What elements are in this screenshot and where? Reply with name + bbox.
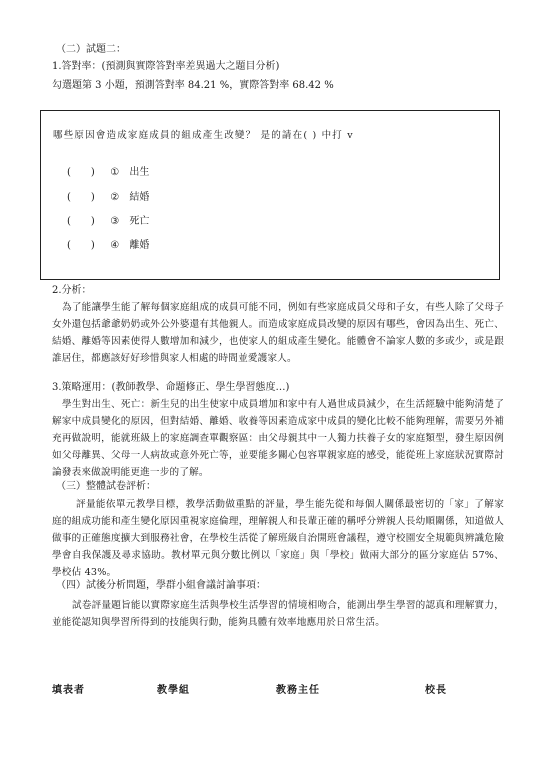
answer-parenthesis: ( ) <box>67 167 95 178</box>
answer-parenthesis: ( ) <box>67 192 95 203</box>
section3-body: 評量能依單元教學目標，教學活動做重點的評量，學生能先從和每個人關係最密切的「家」了解家庭的組成功能和產生變化原因重視家庭倫理，理解親人和長輩正確的稱呼分辨親人長幼順關係，知道做人做事的正確態度擴大到服務社會，在學校生活從了解班級自治開班會議程，遵守校園安全規範與辨識危險學會自我保護及尋求協助。教材單元與分數比例以「家庭」與「學校」做兩大部分的區分家庭佔 57%、學校佔 43%。 <box>52 499 504 578</box>
signature-academic-director: 教務主任 <box>276 685 320 696</box>
option-number: ② <box>110 192 120 203</box>
option-label: 結婚 <box>129 192 150 203</box>
signature-filler: 填表者 <box>52 685 85 696</box>
option-number: ① <box>110 167 120 178</box>
item1-detail: 勾選題第 3 小題，預測答對率 84.21 %，實際答對率 68.42 % <box>52 80 334 91</box>
option-label: 離婚 <box>129 240 150 251</box>
section4-heading: （四）試後分析問題，學群小組會議討論事項： <box>56 580 266 591</box>
strategy-heading: 3.策略運用：(教師教學、命題修正、學生學習態度…) <box>52 382 290 393</box>
question-box <box>40 110 500 280</box>
option-number: ③ <box>110 216 120 227</box>
option-row <box>67 191 149 205</box>
option-label: 出生 <box>129 167 150 178</box>
section2-heading: （二）試題二： <box>56 44 126 55</box>
item1-label: 1.答對率：(預測與實際答對率差異過大之題目分析) <box>52 61 280 72</box>
question-text: 哪些原因會造成家庭成員的組成產生改變？ 是的請在( ) 中打 v <box>53 130 354 141</box>
analysis-heading: 2.分析： <box>52 285 92 296</box>
signature-teaching-group: 教學組 <box>157 685 190 696</box>
option-row <box>67 166 149 180</box>
analysis-body: 為了能讓學生能了解每個家庭組成的成員可能不同，例如有些家庭成員父母和子女，有些人除了父母子女外還包括爺爺奶奶或外公外婆還有其他親人。而造成家庭成員改變的原因有哪些，會因為出生、死亡、結婚、離婚等因素使得人數增加和減少，也使家人的組成產生變化。能體會不論家人數的多或少，或是跟誰居住，都應該好好珍惜與家人相處的時間並愛護家人。 <box>52 302 504 364</box>
answer-parenthesis: ( ) <box>67 240 95 251</box>
signature-principal: 校長 <box>425 685 447 696</box>
option-number: ④ <box>110 240 120 251</box>
answer-parenthesis: ( ) <box>67 216 95 227</box>
strategy-body: 學生對出生、死亡：新生兒的出生使家中成員增加和家中有人過世成員減少，在生活經驗中能夠清楚了解家中成員變化的原因，但對結婚、離婚、收養等因素造成家中成員的變化比較不能夠理解，需要另外補充再做說明，能就班級上的家庭調查單觀察區：由父母親其中一人獨力扶養子女的家庭類型，發生原因例如父母離異、父母一人病故或意外死亡等，並要能多關心包容單親家庭的感受，能從班上家庭狀況實際討論發表來做說明能更進一步的了解。 <box>52 399 504 478</box>
section3-heading: （三）整體試卷評析： <box>56 481 156 492</box>
option-row <box>67 215 149 229</box>
option-label: 死亡 <box>129 216 150 227</box>
option-row <box>67 239 149 253</box>
section4-body: 試卷評量題旨能以實際家庭生活與學校生活學習的情境相吻合，能測出學生學習的認真和理解實力，並能從認知與學習所得到的技能與行動，能夠具體有效率地應用於日常生活。 <box>52 600 504 628</box>
